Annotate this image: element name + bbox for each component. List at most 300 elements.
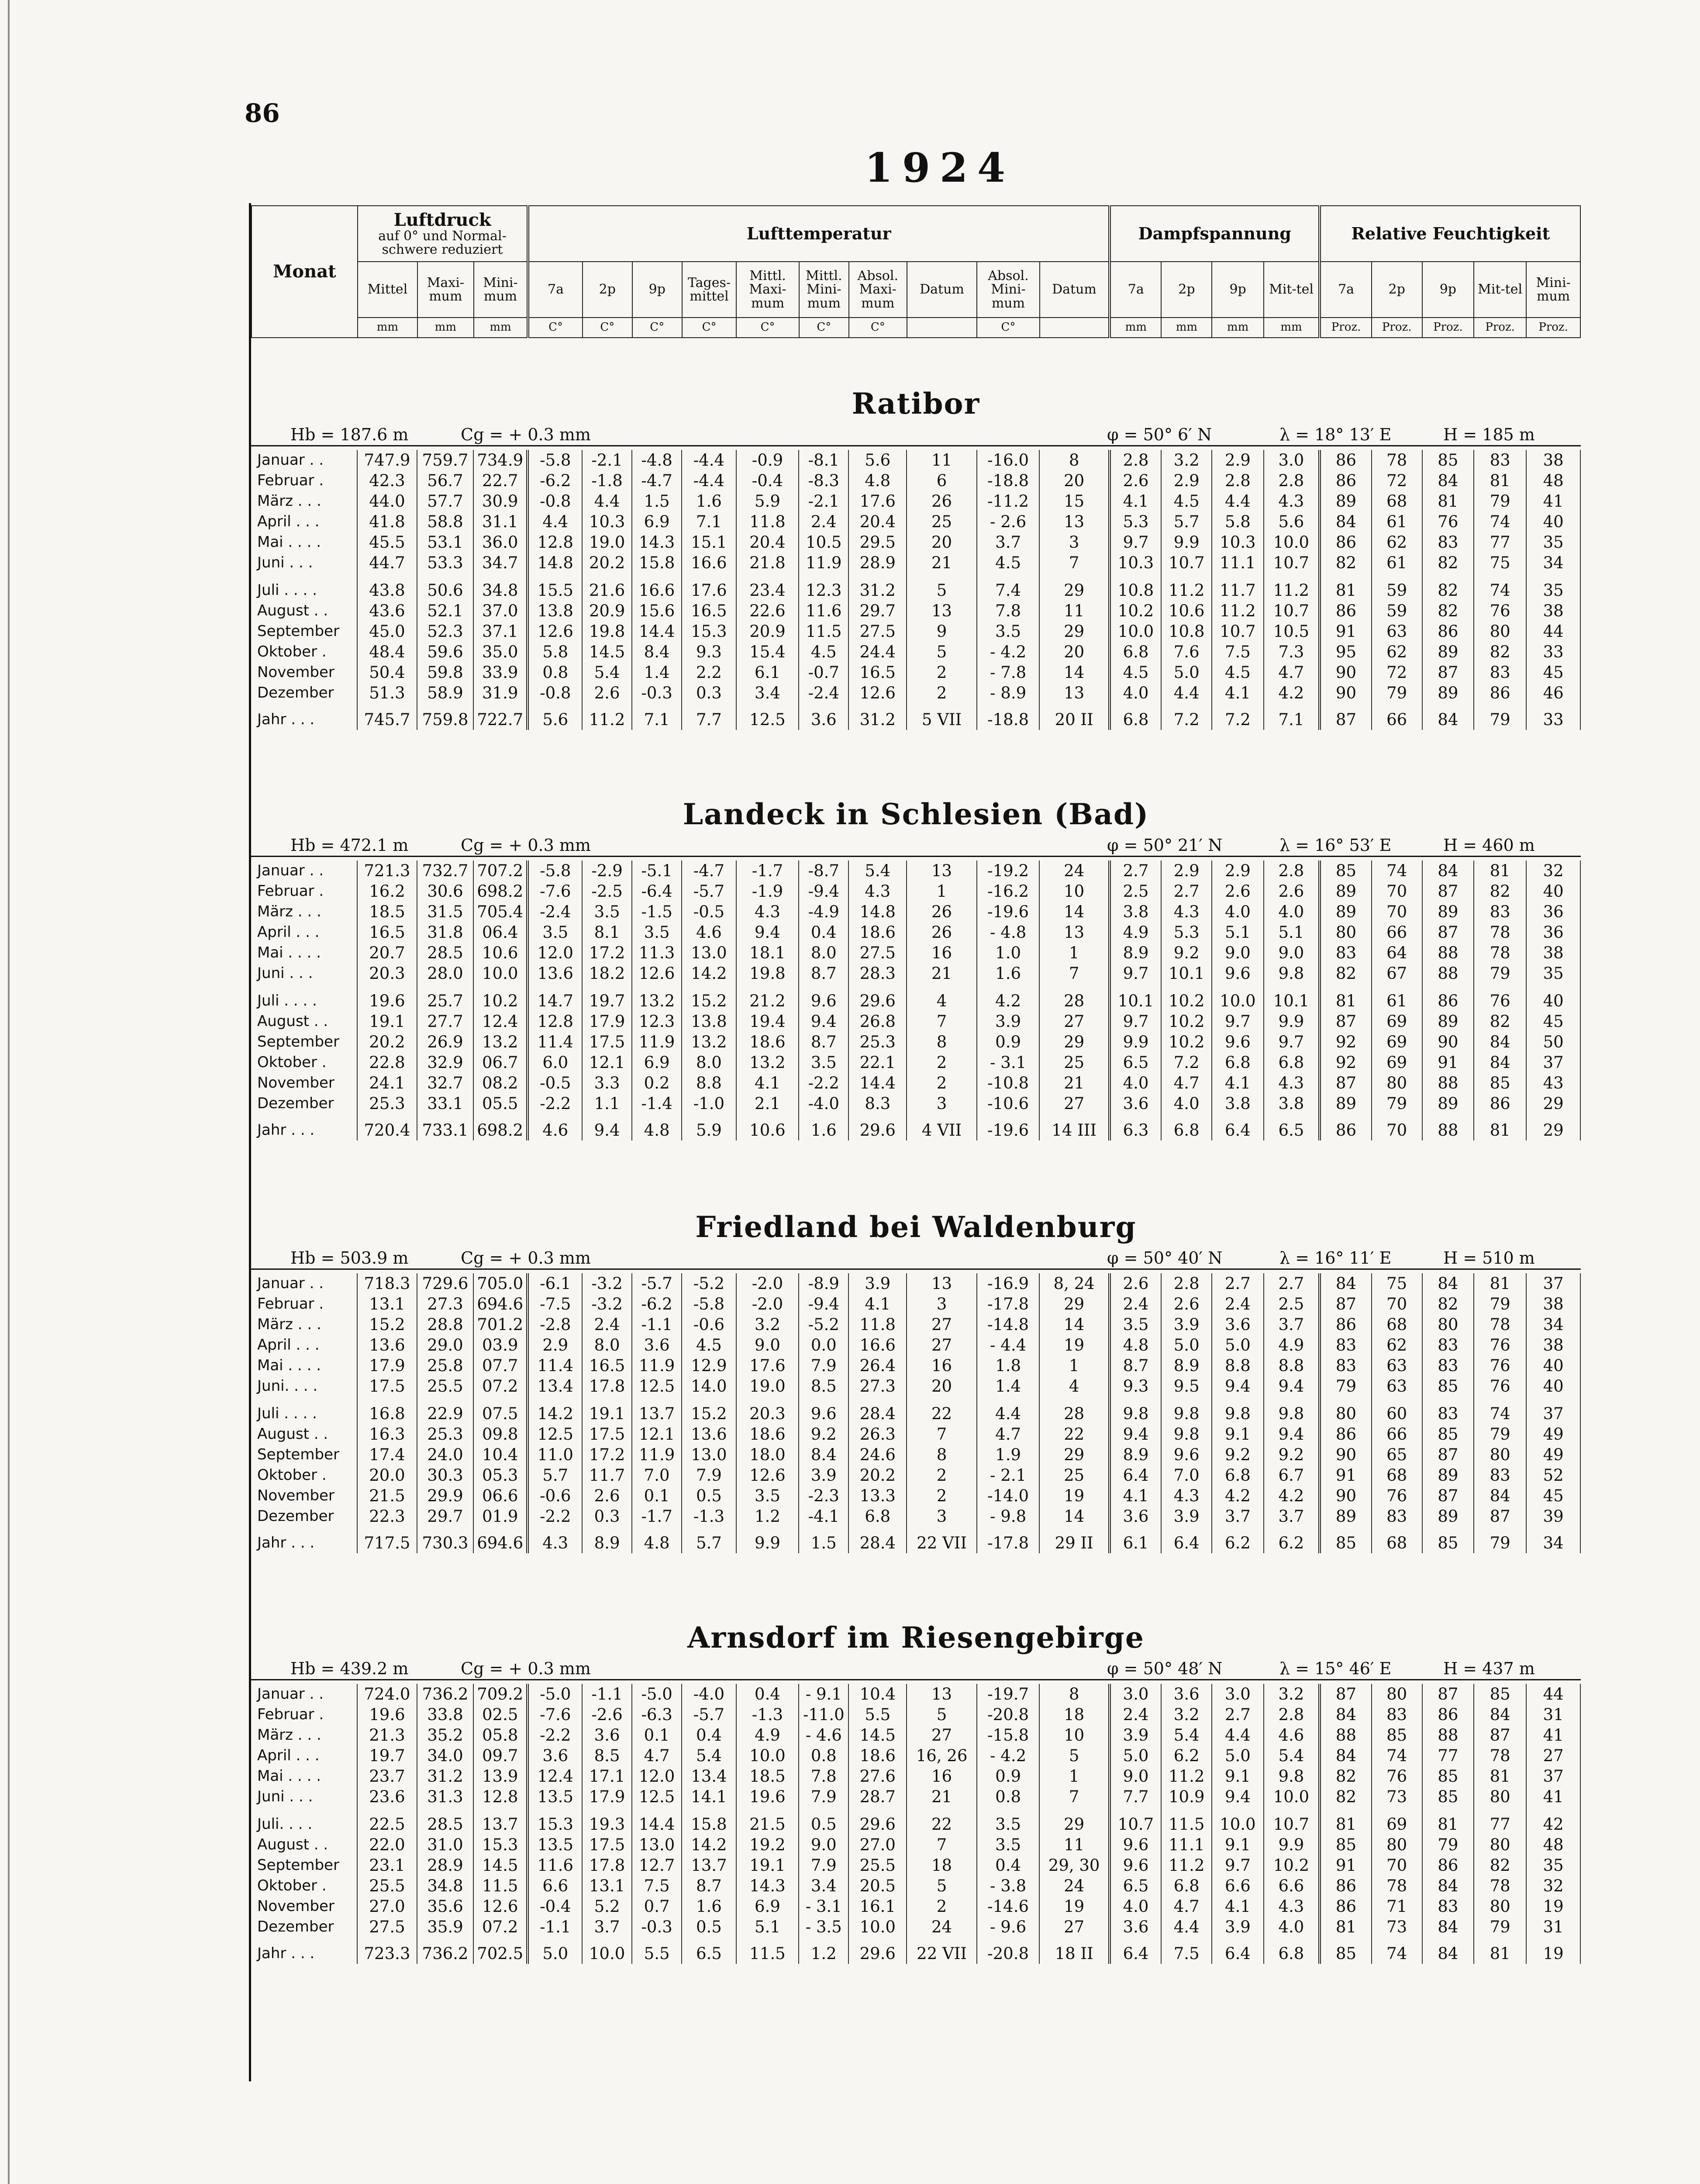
table-cell: 87 (1422, 1486, 1474, 1506)
header-lufttemperatur: Lufttemperatur (528, 206, 1110, 262)
table-row (251, 1294, 1580, 1314)
table-cell: 11 (907, 450, 976, 470)
table-cell: 6.4 (1212, 1114, 1263, 1140)
table-cell: 74 (1372, 860, 1422, 881)
table-cell: 20.4 (736, 532, 799, 553)
table-cell: -8.7 (799, 860, 848, 881)
station-table (251, 1684, 1581, 1964)
table-cell: 2.6 (1161, 1294, 1212, 1314)
table-cell: 2 (907, 1073, 976, 1093)
table-cell: 10.0 (1264, 532, 1320, 553)
table-cell: 4.4 (977, 1403, 1040, 1424)
table-cell: 82 (1474, 1855, 1526, 1876)
table-cell: 52.3 (417, 621, 473, 642)
table-cell: 6.4 (1161, 1527, 1212, 1553)
table-cell: 11.2 (1264, 580, 1320, 601)
table-row (251, 922, 1580, 943)
table-cell: -18.8 (977, 703, 1040, 730)
table-cell: 9.0 (1110, 1766, 1161, 1787)
table-cell: -1.0 (682, 1093, 736, 1114)
table-cell: 13 (1039, 511, 1109, 532)
table-cell: 81 (1474, 1114, 1526, 1140)
table-cell: 4.5 (799, 642, 848, 662)
table-cell: 20 (1039, 642, 1109, 662)
table-cell: 14.1 (682, 1787, 736, 1807)
table-cell: -0.8 (528, 683, 582, 703)
table-cell: 46 (1526, 683, 1580, 703)
table-cell: 86 (1474, 1093, 1526, 1114)
table-cell: 14 III (1039, 1114, 1109, 1140)
table-cell: 20.7 (357, 943, 417, 963)
table-cell: -9.4 (799, 1294, 848, 1314)
table-cell: 10.3 (582, 511, 632, 532)
table-cell: 48.4 (357, 642, 417, 662)
table-cell: 13.7 (682, 1855, 736, 1876)
table-cell: 13.3 (848, 1486, 907, 1506)
table-cell: 33.8 (417, 1704, 473, 1725)
table-cell: 66 (1372, 922, 1422, 943)
table-cell: -4.9 (799, 902, 848, 922)
table-cell: -0.4 (736, 470, 799, 491)
table-cell: 4.5 (682, 1335, 736, 1355)
table-cell: 28 (1039, 991, 1109, 1011)
station-coordinates (251, 836, 1581, 857)
table-cell: 4.8 (848, 470, 907, 491)
table-cell: -7.6 (528, 1704, 582, 1725)
table-cell: 31.5 (417, 902, 473, 922)
table-cell: 9.8 (1161, 1403, 1212, 1424)
table-cell: 5.1 (1264, 922, 1320, 943)
station-phi: φ = 50° 6′ N (1107, 425, 1212, 444)
table-cell: 11 (1039, 601, 1109, 621)
table-cell: 91 (1320, 1465, 1371, 1486)
month-label: Juli. . . . (251, 1814, 357, 1835)
table-cell: 38 (1526, 1294, 1580, 1314)
table-cell: 89 (1422, 683, 1474, 703)
table-cell: 92 (1320, 1052, 1371, 1073)
table-cell: 7.8 (799, 1766, 848, 1787)
table-cell: 9.8 (1212, 1403, 1263, 1424)
table-cell: 07.5 (473, 1403, 528, 1424)
table-cell: 0.5 (799, 1814, 848, 1835)
table-cell: 8.7 (682, 1876, 736, 1896)
table-cell: -19.7 (977, 1684, 1040, 1704)
page-number: 86 (245, 98, 280, 128)
table-cell: 9.4 (1264, 1376, 1320, 1396)
table-cell: 27.5 (848, 621, 907, 642)
table-cell: 2.2 (682, 662, 736, 683)
table-cell: - 2.1 (977, 1465, 1040, 1486)
table-cell: 34.7 (473, 553, 528, 573)
table-cell: 61 (1372, 553, 1422, 573)
table-cell: 5.9 (682, 1114, 736, 1140)
table-cell: - 9.6 (977, 1917, 1040, 1937)
table-cell: 2.5 (1110, 881, 1161, 902)
table-cell: 82 (1422, 580, 1474, 601)
table-cell: 4 (1039, 1376, 1109, 1396)
table-cell: 4.9 (736, 1725, 799, 1745)
table-cell: 2.7 (1110, 860, 1161, 881)
table-cell: 8.4 (799, 1444, 848, 1465)
table-cell: 67 (1372, 963, 1422, 984)
table-cell: 14.2 (682, 1835, 736, 1855)
table-cell: 35.9 (417, 1917, 473, 1937)
table-cell: 5.4 (682, 1745, 736, 1766)
table-cell: 24.6 (848, 1444, 907, 1465)
table-cell: 19.7 (582, 991, 632, 1011)
table-cell: 81 (1422, 1814, 1474, 1835)
table-cell: 694.6 (473, 1294, 528, 1314)
table-cell: 84 (1320, 1704, 1371, 1725)
table-cell: 87 (1320, 1073, 1371, 1093)
table-cell: 19.6 (736, 1787, 799, 1807)
table-cell: 3.4 (799, 1876, 848, 1896)
table-cell: 16.2 (357, 881, 417, 902)
table-cell: 0.8 (799, 1745, 848, 1766)
table-cell: 4.3 (1264, 1896, 1320, 1917)
table-cell: 77 (1474, 532, 1526, 553)
table-cell: 17.6 (682, 580, 736, 601)
table-cell: -10.8 (977, 1073, 1040, 1093)
table-cell: 0.4 (736, 1684, 799, 1704)
table-cell: -4.4 (682, 470, 736, 491)
table-cell: 4.4 (1161, 1917, 1212, 1937)
table-cell: 4.2 (977, 991, 1040, 1011)
table-cell: 0.8 (977, 1787, 1040, 1807)
row-gap (251, 1807, 1580, 1814)
table-cell: 22.8 (357, 1052, 417, 1073)
table-cell: -5.2 (682, 1273, 736, 1294)
table-cell: 6.9 (736, 1896, 799, 1917)
table-cell: 71 (1372, 1896, 1422, 1917)
month-label: November (251, 1896, 357, 1917)
table-cell: 27.6 (848, 1766, 907, 1787)
table-cell: 84 (1422, 1937, 1474, 1964)
table-cell: 87 (1422, 1684, 1474, 1704)
table-cell: 11.4 (528, 1032, 582, 1052)
header-unit: mm (1161, 318, 1212, 338)
table-cell: 49 (1526, 1444, 1580, 1465)
table-cell: 1.6 (682, 1896, 736, 1917)
table-cell: 9 (907, 621, 976, 642)
table-cell: 25.5 (357, 1876, 417, 1896)
table-row (251, 1876, 1580, 1896)
table-cell: 11.9 (632, 1032, 682, 1052)
table-cell: 13.1 (357, 1294, 417, 1314)
table-cell: 25.8 (417, 1355, 473, 1376)
table-cell: 6.6 (1264, 1876, 1320, 1896)
table-cell: 5 (907, 642, 976, 662)
table-cell: 2.8 (1264, 860, 1320, 881)
table-cell: 8.8 (1264, 1355, 1320, 1376)
table-cell: 9.9 (1110, 1032, 1161, 1052)
table-cell: 7.0 (1161, 1465, 1212, 1486)
table-cell: 37 (1526, 1766, 1580, 1787)
table-cell: 15.3 (682, 621, 736, 642)
table-cell: 1.5 (632, 491, 682, 511)
table-cell: -4.7 (632, 470, 682, 491)
table-cell: 89 (1320, 1506, 1371, 1527)
table-cell: 16 (907, 943, 976, 963)
table-cell: 20.9 (736, 621, 799, 642)
table-cell: 10.1 (1161, 963, 1212, 984)
table-cell: -14.8 (977, 1314, 1040, 1335)
table-cell: 48 (1526, 470, 1580, 491)
table-cell: 10.7 (1264, 553, 1320, 573)
table-cell: 90 (1320, 1486, 1371, 1506)
table-cell: 8.8 (1212, 1355, 1263, 1376)
table-cell: 81 (1474, 860, 1526, 881)
table-cell: 722.7 (473, 703, 528, 730)
table-cell: 12.6 (528, 621, 582, 642)
table-cell: 82 (1320, 553, 1371, 573)
table-cell: 5.2 (582, 1896, 632, 1917)
table-cell: 2.9 (528, 1335, 582, 1355)
station-lam: λ = 16° 53′ E (1279, 836, 1392, 855)
table-cell: 29 (1039, 1814, 1109, 1835)
table-cell: 13 (907, 601, 976, 621)
table-cell: 19.6 (357, 1704, 417, 1725)
table-row (251, 1052, 1580, 1073)
table-cell: 83 (1320, 1355, 1371, 1376)
table-cell: 2 (907, 662, 976, 683)
table-cell: 85 (1422, 1376, 1474, 1396)
table-cell: 78 (1474, 1876, 1526, 1896)
table-cell: 82 (1320, 1787, 1371, 1807)
table-cell: 17.5 (582, 1032, 632, 1052)
header-unit: C° (799, 318, 849, 338)
station-h: H = 437 m (1443, 1659, 1535, 1678)
table-cell: 19.8 (582, 621, 632, 642)
table-cell: 705.0 (473, 1273, 528, 1294)
table-cell: 6.4 (1110, 1937, 1161, 1964)
table-cell: 87 (1422, 881, 1474, 902)
table-cell: 16.5 (682, 601, 736, 621)
table-cell: 24.4 (848, 642, 907, 662)
table-cell: 89 (1320, 491, 1371, 511)
table-cell: 87 (1320, 703, 1371, 730)
table-cell: 11.2 (582, 703, 632, 730)
month-label: April . . . (251, 922, 357, 943)
table-cell: 35 (1526, 1855, 1580, 1876)
table-row (251, 1506, 1580, 1527)
table-cell: 9.0 (799, 1835, 848, 1855)
table-cell: 81 (1320, 1917, 1371, 1937)
table-cell: 69 (1372, 1011, 1422, 1032)
table-cell: 62 (1372, 1335, 1422, 1355)
table-cell: 82 (1474, 881, 1526, 902)
table-cell: 0.7 (632, 1896, 682, 1917)
table-cell: 18.6 (848, 1745, 907, 1766)
table-cell: 15.8 (682, 1814, 736, 1835)
table-cell: 5 (907, 1704, 976, 1725)
table-cell: 40 (1526, 1355, 1580, 1376)
table-cell: 2.6 (1212, 881, 1263, 902)
table-cell: 2.1 (736, 1093, 799, 1114)
table-cell: 7.3 (1264, 642, 1320, 662)
table-cell: 14.8 (528, 553, 582, 573)
table-cell: 10.0 (1212, 991, 1263, 1011)
table-cell: 2 (907, 1052, 976, 1073)
table-cell: 3.7 (582, 1917, 632, 1937)
table-cell: 14 (1039, 1314, 1109, 1335)
table-cell: 11.7 (582, 1465, 632, 1486)
table-cell: 9.1 (1212, 1424, 1263, 1444)
table-cell: 40 (1526, 881, 1580, 902)
table-cell: -17.8 (977, 1294, 1040, 1314)
station-section (251, 1210, 1581, 1553)
table-cell: 1 (1039, 943, 1109, 963)
header-col: 2p (1372, 262, 1422, 318)
table-cell: -5.1 (632, 860, 682, 881)
table-cell: 723.3 (357, 1937, 417, 1964)
table-cell: 6.8 (1161, 1114, 1212, 1140)
table-cell: 0.8 (528, 662, 582, 683)
table-cell: 82 (1320, 963, 1371, 984)
table-cell: 15.2 (682, 991, 736, 1011)
table-cell: 90 (1320, 662, 1371, 683)
table-cell: 28.4 (848, 1527, 907, 1553)
table-cell: 31.8 (417, 922, 473, 943)
table-cell: 5.0 (1110, 1745, 1161, 1766)
table-cell: 3.9 (1212, 1917, 1263, 1937)
table-cell: -0.6 (528, 1486, 582, 1506)
table-cell: 2.7 (1264, 1273, 1320, 1294)
table-cell: 25.5 (417, 1376, 473, 1396)
table-cell: -2.8 (528, 1314, 582, 1335)
table-row (251, 1704, 1580, 1725)
header-unit: mm (1264, 318, 1320, 338)
table-cell: 87 (1320, 1294, 1371, 1314)
table-row (251, 1896, 1580, 1917)
table-cell: 16.5 (848, 662, 907, 683)
table-cell: 22 VII (907, 1527, 976, 1553)
table-cell: 24 (1039, 1876, 1109, 1896)
table-cell: 11 (1039, 1835, 1109, 1855)
header-col: 9p (1422, 262, 1474, 318)
table-cell: 1.9 (977, 1444, 1040, 1465)
table-cell: 17.6 (848, 491, 907, 511)
table-cell: 26 (907, 922, 976, 943)
table-cell: 5.0 (1161, 1335, 1212, 1355)
table-cell: 5.5 (848, 1704, 907, 1725)
table-cell: 4.4 (1161, 683, 1212, 703)
table-cell: 19.8 (736, 963, 799, 984)
table-cell: 83 (1474, 450, 1526, 470)
table-cell: 83 (1422, 1403, 1474, 1424)
table-cell: -14.6 (977, 1896, 1040, 1917)
month-label: März . . . (251, 902, 357, 922)
table-cell: -17.8 (977, 1527, 1040, 1553)
month-label: Januar . . (251, 860, 357, 881)
month-label: Jahr . . . (251, 1114, 357, 1140)
table-cell: 17.9 (582, 1011, 632, 1032)
table-cell: -6.3 (632, 1704, 682, 1725)
table-cell: -15.8 (977, 1725, 1040, 1745)
station-section (251, 1621, 1581, 1964)
table-cell: 20.0 (357, 1465, 417, 1486)
table-cell: 88 (1422, 1725, 1474, 1745)
year-title: 1924 (865, 144, 1015, 191)
table-cell: 82 (1474, 1011, 1526, 1032)
table-cell: 5 (1039, 1745, 1109, 1766)
month-label: Oktober . (251, 642, 357, 662)
table-cell: 3 (907, 1506, 976, 1527)
table-cell: 73 (1372, 1787, 1422, 1807)
table-cell: 2.4 (799, 511, 848, 532)
table-cell: 84 (1320, 1273, 1371, 1294)
table-cell: 34.8 (417, 1876, 473, 1896)
table-cell: 9.2 (1161, 943, 1212, 963)
table-cell: 10.6 (736, 1114, 799, 1140)
table-cell: -5.8 (528, 860, 582, 881)
table-cell: 10.0 (582, 1937, 632, 1964)
station-title: Friedland bei Waldenburg (695, 1210, 1137, 1244)
table-cell: 3.6 (1110, 1917, 1161, 1937)
year-total-row (251, 703, 1580, 730)
table-cell: 16.6 (682, 553, 736, 573)
table-cell: 717.5 (357, 1527, 417, 1553)
table-cell: 13.7 (473, 1814, 528, 1835)
month-label: Juli . . . . (251, 1403, 357, 1424)
table-cell: 25 (1039, 1052, 1109, 1073)
table-cell: 9.8 (1264, 1403, 1320, 1424)
table-cell: 76 (1474, 601, 1526, 621)
table-cell: 58.8 (417, 511, 473, 532)
table-cell: 6.7 (1264, 1465, 1320, 1486)
table-cell: 10.7 (1264, 1814, 1320, 1835)
table-cell: 729.6 (417, 1273, 473, 1294)
table-row (251, 553, 1580, 573)
table-cell: 10.3 (1110, 553, 1161, 573)
table-cell: 5.6 (848, 450, 907, 470)
station-table (251, 860, 1581, 1140)
table-cell: 747.9 (357, 450, 417, 470)
table-cell: 87 (1474, 1506, 1526, 1527)
table-cell: 3.6 (1161, 1684, 1212, 1704)
table-cell: 11.3 (632, 943, 682, 963)
table-cell: 15.6 (632, 601, 682, 621)
table-cell: - 4.6 (799, 1725, 848, 1745)
table-cell: 25 (1039, 1465, 1109, 1486)
month-label: März . . . (251, 491, 357, 511)
table-cell: -5.7 (682, 1704, 736, 1725)
table-cell: 3.6 (632, 1335, 682, 1355)
table-cell: 27 (1039, 1011, 1109, 1032)
table-cell: 5.1 (1212, 922, 1263, 943)
table-cell: 3.3 (582, 1073, 632, 1093)
table-cell: 82 (1474, 642, 1526, 662)
table-cell: 9.7 (1212, 1855, 1263, 1876)
table-cell: 89 (1422, 642, 1474, 662)
month-label: Oktober . (251, 1465, 357, 1486)
table-cell: - 3.5 (799, 1917, 848, 1937)
header-unit: C° (632, 318, 682, 338)
table-cell: 12.5 (632, 1787, 682, 1807)
table-cell: 18 (907, 1855, 976, 1876)
table-cell: 6.4 (1110, 1465, 1161, 1486)
table-cell: 81 (1422, 491, 1474, 511)
table-cell: 2 (907, 1465, 976, 1486)
table-cell: 19.2 (736, 1835, 799, 1855)
table-cell: -2.9 (582, 860, 632, 881)
table-row (251, 580, 1580, 601)
table-cell: -14.0 (977, 1486, 1040, 1506)
table-cell: 10.7 (1110, 1814, 1161, 1835)
table-cell: 705.4 (473, 902, 528, 922)
month-label: Juli . . . . (251, 991, 357, 1011)
table-cell: 45 (1526, 1011, 1580, 1032)
